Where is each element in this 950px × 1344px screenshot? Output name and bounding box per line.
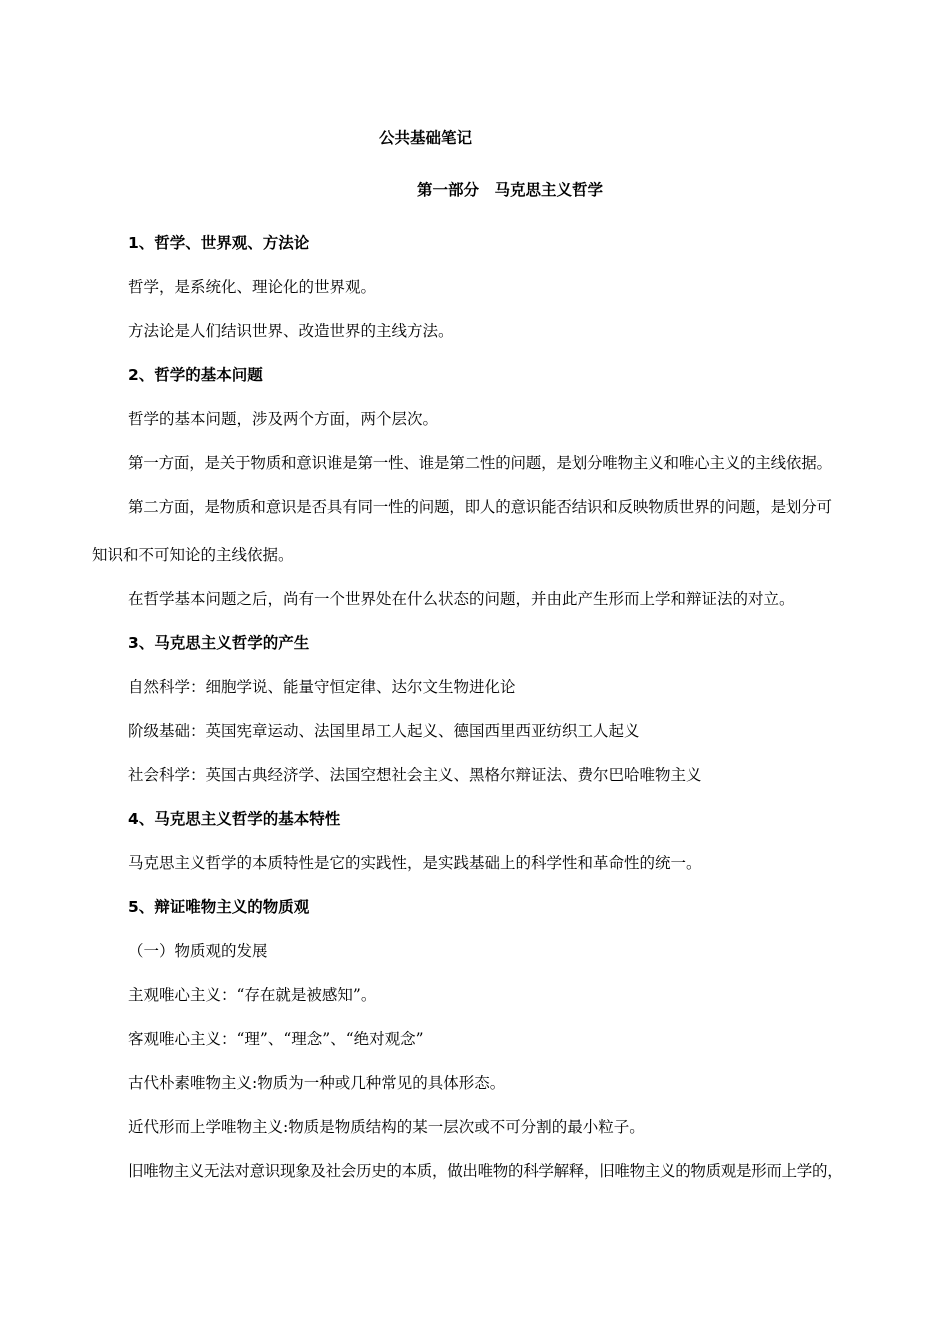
paragraph-line: 知识和不可知论的主线依据。: [92, 546, 294, 564]
paragraph-line: 近代形而上学唯物主义:物质是物质结构的某一层次或不可分割的最小粒子。: [128, 1118, 645, 1136]
paragraph-line: 第一方面，是关于物质和意识谁是第一性、谁是第二性的问题，是划分唯物主义和唯心主义的主线依据。: [128, 454, 832, 472]
heading-3: 3、马克思主义哲学的产生: [128, 634, 310, 652]
paragraph-line: 社会科学：英国古典经济学、法国空想社会主义、黑格尔辩证法、费尔巴哈唯物主义: [128, 766, 702, 784]
document-title: 公共基础笔记: [379, 129, 473, 147]
paragraph-line: 在哲学基本问题之后，尚有一个世界处在什么状态的问题，并由此产生形而上学和辩证法的对立。: [128, 590, 795, 608]
paragraph-line: 马克思主义哲学的本质特性是它的实践性，是实践基础上的科学性和革命性的统一。: [128, 854, 702, 872]
paragraph-line: 古代朴素唯物主义:物质为一种或几种常见的具体形态。: [128, 1074, 506, 1092]
paragraph-line: 哲学的基本问题，涉及两个方面，两个层次。: [128, 410, 439, 428]
part-title: 第一部分 马克思主义哲学: [417, 181, 604, 199]
heading-4: 4、马克思主义哲学的基本特性: [128, 810, 341, 828]
heading-2: 2、哲学的基本问题: [128, 366, 263, 384]
heading-5: 5、辩证唯物主义的物质观: [128, 898, 310, 916]
paragraph-line: 阶级基础：英国宪章运动、法国里昂工人起义、德国西里西亚纺织工人起义: [128, 722, 640, 740]
paragraph-line: 哲学，是系统化、理论化的世界观。: [128, 278, 377, 296]
paragraph-line: 旧唯物主义无法对意识现象及社会历史的本质，做出唯物的科学解释，旧唯物主义的物质观是形而上学的，: [128, 1162, 843, 1180]
paragraph-line: 方法论是人们结识世界、改造世界的主线方法。: [128, 322, 454, 340]
heading-1: 1、哲学、世界观、方法论: [128, 234, 310, 252]
paragraph-line: 主观唯心主义：“存在就是被感知”。: [128, 986, 377, 1004]
subheading: （一）物质观的发展: [128, 942, 268, 960]
paragraph-line: 自然科学：细胞学说、能量守恒定律、达尔文生物进化论: [128, 678, 516, 696]
paragraph-line: 客观唯心主义：“理”、“理念”、“绝对观念”: [128, 1030, 424, 1048]
paragraph-line: 第二方面，是物质和意识是否具有同一性的问题，即人的意识能否结识和反映物质世界的问题，是划分可: [128, 498, 832, 516]
